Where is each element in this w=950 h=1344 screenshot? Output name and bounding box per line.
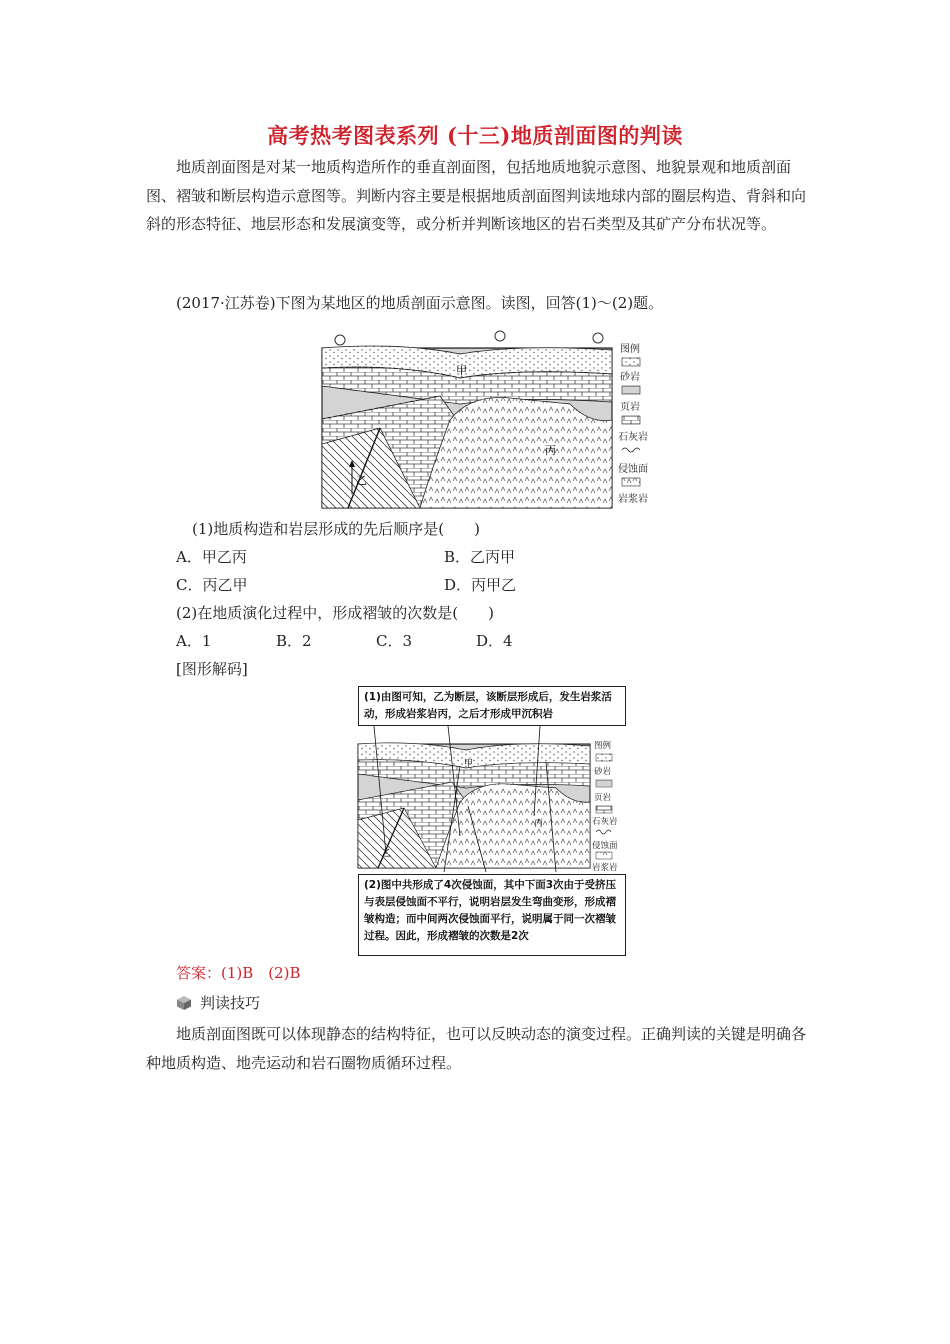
label-bing: 丙 bbox=[545, 444, 556, 457]
decode-label: [图形解码] bbox=[176, 660, 248, 678]
q1-option-a: A．甲乙丙 bbox=[176, 548, 247, 566]
decode-legend-limestone: 石灰岩 bbox=[592, 817, 618, 827]
decode-label-yi: 乙 bbox=[382, 849, 392, 859]
decode-label-bing: 丙 bbox=[534, 819, 544, 829]
decode-label-jia: 甲 bbox=[464, 759, 474, 769]
tip-paragraph: 地质剖面图既可以体现静态的结构特征，也可以反映动态的演变过程。正确判读的关键是明确各种地质构造、地壳运动和岩石圈物质循环过程。 bbox=[146, 1025, 807, 1072]
label-jia: 甲 bbox=[456, 364, 467, 377]
decode-legend-shale: 页岩 bbox=[594, 793, 612, 803]
legend-limestone: 石灰岩 bbox=[618, 432, 648, 443]
legend-magma: 岩浆岩 bbox=[618, 494, 648, 505]
decode-legend-erosion: 侵蚀面 bbox=[592, 841, 618, 851]
decode-section-figure bbox=[356, 726, 628, 872]
q1-option-c: C．丙乙甲 bbox=[176, 576, 248, 594]
legend-title: 图例 bbox=[620, 344, 640, 355]
page-title: 高考热考图表系列 (十三)地质剖面图的判读 bbox=[267, 123, 683, 148]
tip-heading: 判读技巧 bbox=[200, 994, 261, 1012]
question-2-stem: (2)在地质演化过程中，形成褶皱的次数是( ) bbox=[176, 604, 494, 622]
decode-note-bottom: (2)图中共形成了4次侵蚀面，其中下面3次由于受挤压与表层侵蚀面不平行，说明岩层发生弯曲变形，形成褶皱构造；而中间两次侵蚀面平行，说明属于同一次褶皱过程。因此，形成褶皱的次数是2次 bbox=[358, 874, 626, 956]
legend-shale: 页岩 bbox=[620, 402, 640, 413]
answer: 答案：(1)B (2)B bbox=[176, 964, 301, 982]
intro-paragraph: 地质剖面图是对某一地质构造所作的垂直剖面图，包括地质地貌示意图、地貌景观和地质剖面图、褶皱和断层构造示意图等。判断内容主要是根据地质剖面图判读地球内部的圈层构造、背斜和向斜的形态特征、地层形态和发展演变等，或分析并判断该地区的岩石类型及其矿产分布状况等。 bbox=[146, 158, 807, 233]
cube-icon bbox=[176, 995, 192, 1011]
question-intro: (2017·江苏卷)下图为某地区的地质剖面示意图。读图，回答(1)～(2)题。 bbox=[176, 294, 664, 312]
tip-heading-row bbox=[176, 992, 260, 1013]
q2-option-a: A．1 bbox=[176, 632, 212, 650]
q2-option-b: B．2 bbox=[276, 632, 312, 650]
decode-legend-sandstone: 砂岩 bbox=[594, 767, 612, 777]
decode-note-top: (1)由图可知，乙为断层，该断层形成后，发生岩浆活动，形成岩浆岩丙，之后才形成甲沉积岩 bbox=[358, 686, 626, 726]
q1-option-b: B．乙丙甲 bbox=[444, 548, 516, 566]
geologic-section-figure bbox=[320, 324, 660, 510]
legend-erosion: 侵蚀面 bbox=[618, 464, 648, 475]
decode-legend-title: 图例 bbox=[594, 741, 612, 751]
q2-option-d: D．4 bbox=[476, 632, 513, 650]
label-yi: 乙 bbox=[356, 474, 367, 487]
q2-option-c: C．3 bbox=[376, 632, 413, 650]
legend-sandstone: 砂岩 bbox=[620, 372, 640, 383]
question-1-stem: (1)地质构造和岩层形成的先后顺序是( ) bbox=[192, 520, 480, 538]
decode-legend-magma: 岩浆岩 bbox=[592, 863, 618, 872]
q1-option-d: D．丙甲乙 bbox=[444, 576, 517, 594]
